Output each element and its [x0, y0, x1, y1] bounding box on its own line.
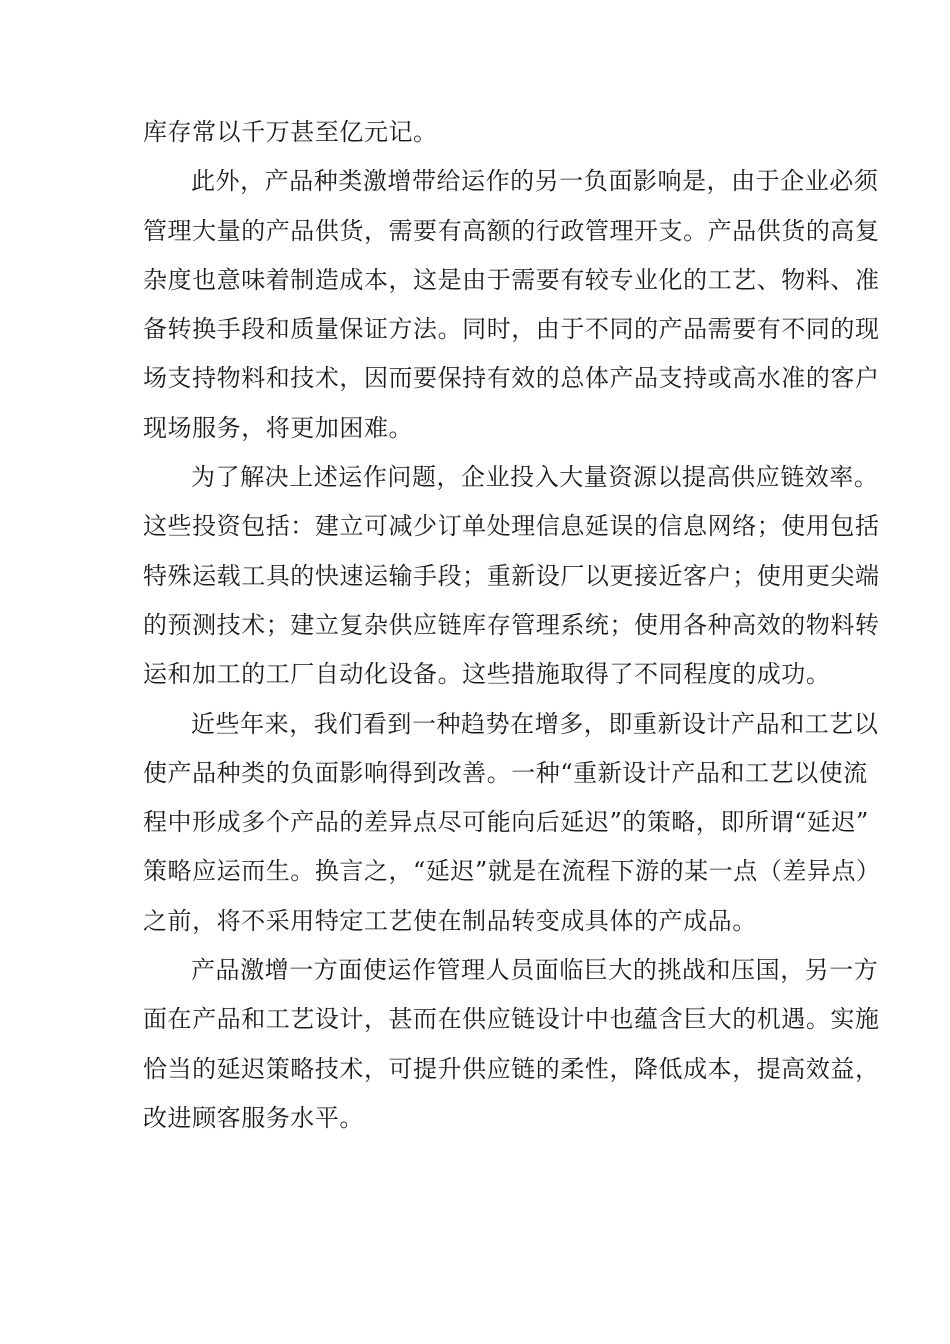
text-line: 特殊运载工具的快速运输手段；重新设厂以更接近客户；使用更尖端: [143, 561, 880, 590]
text-line: 的预测技术；建立复杂供应链库存管理系统；使用各种高效的物料转: [143, 610, 880, 639]
text-line: 场支持物料和技术，因而要保持有效的总体产品支持或高水准的客户: [143, 364, 880, 393]
paragraph-first-line: 为了解决上述运作问题，企业投入大量资源以提高供应链效率。: [191, 463, 879, 492]
text-line: 管理大量的产品供货，需要有高额的行政管理开支。产品供货的高复: [143, 216, 880, 245]
text-line: 使产品种类的负面影响得到改善。一种“重新设计产品和工艺以使流: [143, 758, 868, 787]
text-line: 恰当的延迟策略技术，可提升供应链的柔性，降低成本，提高效益，: [143, 1054, 880, 1083]
text-line: 库存常以千万甚至亿元记。: [143, 118, 438, 146]
text-line: 策略应运而生。换言之，“延迟”就是在流程下游的某一点（差异点）: [143, 857, 881, 886]
text-line: 杂度也意味着制造成本，这是由于需要有较专业化的工艺、物料、准: [143, 265, 880, 294]
text-line: 备转换手段和质量保证方法。同时，由于不同的产品需要有不同的现: [143, 315, 880, 344]
paragraph-first-line: 近些年来，我们看到一种趋势在增多，即重新设计产品和工艺以: [191, 709, 879, 738]
document-body: [143, 108, 881, 1143]
text-line: 程中形成多个产品的差异点尽可能向后延迟”的策略，即所谓“延迟”: [143, 808, 869, 837]
text-line: 这些投资包括：建立可减少订单处理信息延误的信息网络；使用包括: [143, 512, 880, 541]
text-line: 之前，将不采用特定工艺使在制品转变成具体的产成品。: [143, 906, 757, 935]
text-line: 改进顾客服务水平。: [143, 1103, 364, 1132]
paragraph-first-line: 此外，产品种类激增带给运作的另一负面影响是，由于企业必须: [191, 167, 879, 196]
paragraph-first-line: 产品激增一方面使运作管理人员面临巨大的挑战和压国，另一方: [191, 956, 879, 985]
text-line: 面在产品和工艺设计，甚而在供应链设计中也蕴含巨大的机遇。实施: [143, 1005, 880, 1034]
text-line: 运和加工的工厂自动化设备。这些措施取得了不同程度的成功。: [143, 660, 831, 689]
text-line: 现场服务，将更加困难。: [143, 413, 414, 442]
